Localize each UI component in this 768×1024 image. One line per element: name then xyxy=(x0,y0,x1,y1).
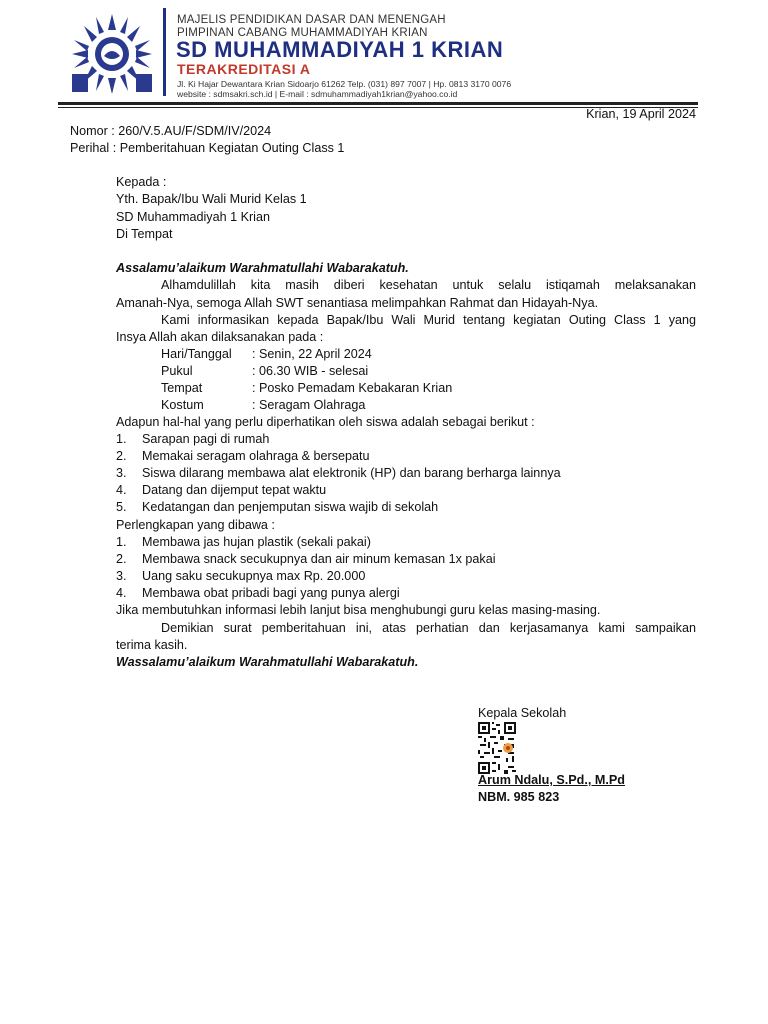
accreditation: TERAKREDITASI A xyxy=(177,61,311,77)
signature-title: Kepala Sekolah xyxy=(478,706,567,720)
letter-subject: Perihal : Pemberitahuan Kegiatan Outing Class 1 xyxy=(70,141,345,155)
list-item: Memakai seragam olahraga & bersepatu xyxy=(142,449,370,463)
institution-line-2: PIMPINAN CABANG MUHAMMADIYAH KRIAN xyxy=(177,27,428,39)
list-number: 2. xyxy=(116,449,127,463)
list-number: 5. xyxy=(116,500,127,514)
paragraph-line: Kami informasikan kepada Bapak/Ibu Wali Murid tentang kegiatan Outing Class 1 yang xyxy=(161,313,696,327)
place-date: Krian, 19 April 2024 xyxy=(586,107,696,121)
list-item: Membawa obat pribadi bagi yang punya alergi xyxy=(142,586,400,600)
list-item: Sarapan pagi di rumah xyxy=(142,432,270,446)
school-name: SD MUHAMMADIYAH 1 KRIAN xyxy=(176,37,504,62)
letter-number: Nomor : 260/V.5.AU/F/SDM/IV/2024 xyxy=(70,124,272,138)
institution-line-1: MAJELIS PENDIDIKAN DASAR DAN MENENGAH xyxy=(177,14,446,26)
signatory-nbm: NBM. 985 823 xyxy=(478,790,560,804)
list-number: 1. xyxy=(116,535,127,549)
school-website: website : sdmsakri.sch.id | E-mail : sdmuhammadiyah1krian@yahoo.co.id xyxy=(177,89,458,99)
list-number: 4. xyxy=(116,586,127,600)
detail-label: Kostum xyxy=(161,398,204,412)
recipient-line: Kepada : xyxy=(116,175,167,189)
detail-label: Tempat xyxy=(161,381,203,395)
recipient-line: Yth. Bapak/Ibu Wali Murid Kelas 1 xyxy=(116,192,307,206)
list-item: Uang saku secukupnya max Rp. 20.000 xyxy=(142,569,366,583)
muhammadiyah-logo-icon xyxy=(66,10,158,98)
paragraph-line: Amanah-Nya, semoga Allah SWT senantiasa melimpahkan Rahmat dan Hidayah-Nya. xyxy=(116,296,599,310)
detail-value: : 06.30 WIB - selesai xyxy=(252,364,369,378)
school-address: Jl. Ki Hajar Dewantara Krian Sidoarjo 61262 Telp. (031) 897 7007 | Hp. 0813 3170 0076 xyxy=(177,79,512,89)
list-item: Datang dan dijemput tepat waktu xyxy=(142,483,327,497)
info-line: Jika membutuhkan informasi lebih lanjut bisa menghubungi guru kelas masing-masing. xyxy=(116,603,601,617)
recipient-line: SD Muhammadiyah 1 Krian xyxy=(116,210,270,224)
list-item: Membawa jas hujan plastik (sekali pakai) xyxy=(142,535,371,549)
closing-line: terima kasih. xyxy=(116,638,188,652)
closing-line: Demikian surat pemberitahuan ini, atas perhatian dan kerjasamanya kami sampaikan xyxy=(161,621,696,635)
signatory-name: Arum Ndalu, S.Pd., M.Pd xyxy=(478,773,625,787)
detail-value: : Seragam Olahraga xyxy=(252,398,366,412)
list-item: Membawa snack secukupnya dan air minum kemasan 1x pakai xyxy=(142,552,496,566)
detail-value: : Posko Pemadam Kebakaran Krian xyxy=(252,381,453,395)
detail-label: Hari/Tanggal xyxy=(161,347,232,361)
letterhead-rule-thick xyxy=(58,102,698,105)
list-number: 3. xyxy=(116,466,127,480)
list-item: Kedatangan dan penjemputan siswa wajib di sekolah xyxy=(142,500,439,514)
paragraph-line: Alhamdulillah kita masih diberi kesehatan untuk selalu istiqamah melaksanakan xyxy=(161,278,696,292)
letterhead-divider xyxy=(163,8,166,96)
equipment-intro: Perlengkapan yang dibawa : xyxy=(116,518,275,532)
qr-code-icon xyxy=(478,722,516,774)
paragraph-line: Insya Allah akan dilaksanakan pada : xyxy=(116,330,324,344)
detail-value: : Senin, 22 April 2024 xyxy=(252,347,372,361)
list-number: 3. xyxy=(116,569,127,583)
list-number: 2. xyxy=(116,552,127,566)
list-number: 1. xyxy=(116,432,127,446)
recipient-line: Di Tempat xyxy=(116,227,173,241)
notes-intro: Adapun hal-hal yang perlu diperhatikan oleh siswa adalah sebagai berikut : xyxy=(116,415,535,429)
list-number: 4. xyxy=(116,483,127,497)
detail-label: Pukul xyxy=(161,364,193,378)
salam-closing: Wassalamu’alaikum Warahmatullahi Wabarakatuh. xyxy=(116,655,419,669)
list-item: Siswa dilarang membawa alat elektronik (HP) dan barang berharga lainnya xyxy=(142,466,561,480)
greeting: Assalamu’alaikum Warahmatullahi Wabarakatuh. xyxy=(116,261,409,275)
